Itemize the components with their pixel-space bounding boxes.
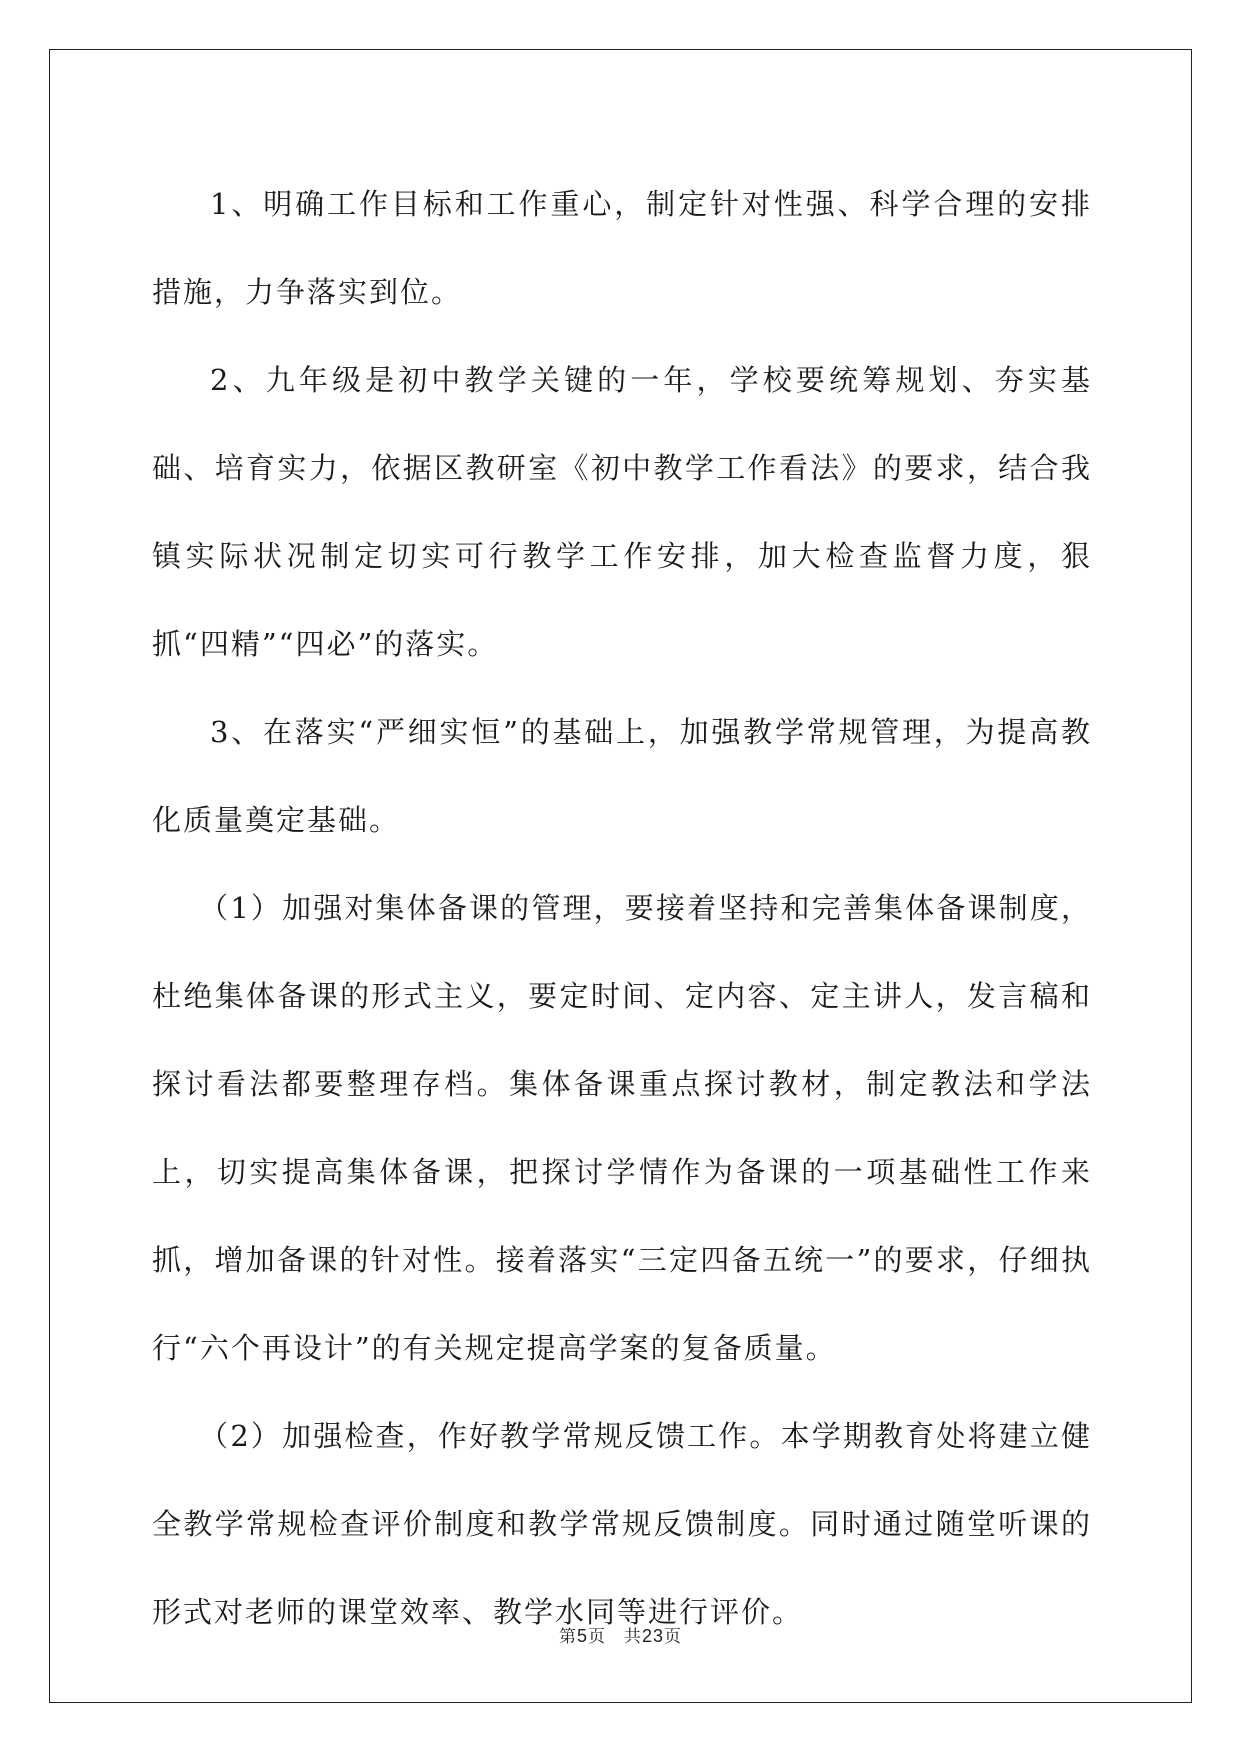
paragraph-1 — [152, 160, 1092, 336]
paragraph-1-text: 1、明确工作目标和工作重心，制定针对性强、科学合理的安排措施，力争落实到位。 — [152, 187, 1092, 309]
paragraph-4 — [152, 864, 1092, 1392]
paragraph-3-text: 3、在落实“严细实恒”的基础上，加强教学常规管理，为提高教化质量奠定基础。 — [152, 715, 1092, 837]
page-footer — [0, 1622, 1241, 1647]
paragraph-5-text: （2）加强检查，作好教学常规反馈工作。本学期教育处将建立健全教学常规检查评价制度和教学常规反馈制度。同时通过随堂听课的形式对老师的课堂效率、教学水同等进行评价。 — [152, 1419, 1092, 1629]
document-body — [152, 160, 1092, 1656]
footer-page-word: 页 — [587, 1627, 606, 1647]
footer-total-suffix: 页 — [664, 1627, 683, 1647]
paragraph-3 — [152, 688, 1092, 864]
footer-total-pages: 23 — [641, 1626, 665, 1646]
footer-current-page: 5 — [576, 1626, 588, 1646]
paragraph-4-text: （1）加强对集体备课的管理，要接着坚持和完善集体备课制度，杜绝集体备课的形式主义，要定时间、定内容、定主讲人，发言稿和探讨看法都要整理存档。集体备课重点探讨教材，制定教法和学法上，切实提高集体备课，把探讨学情作为备课的一项基础性工作来抓，增加备课的针对性。接着落实“三定四备五统一”的要求，仔细执行“六个再设计”的有关规定提高学案的复备质量。 — [152, 891, 1092, 1365]
paragraph-5 — [152, 1392, 1092, 1656]
paragraph-2 — [152, 336, 1092, 688]
paragraph-2-text: 2、九年级是初中教学关键的一年，学校要统筹规划、夯实基础、培育实力，依据区教研室《初中教学工作看法》的要求，结合我镇实际状况制定切实可行教学工作安排，加大检查监督力度，狠抓“四精”“四必”的落实。 — [152, 363, 1092, 661]
footer-total-prefix: 共 — [623, 1627, 642, 1647]
footer-prefix: 第 — [558, 1627, 577, 1647]
